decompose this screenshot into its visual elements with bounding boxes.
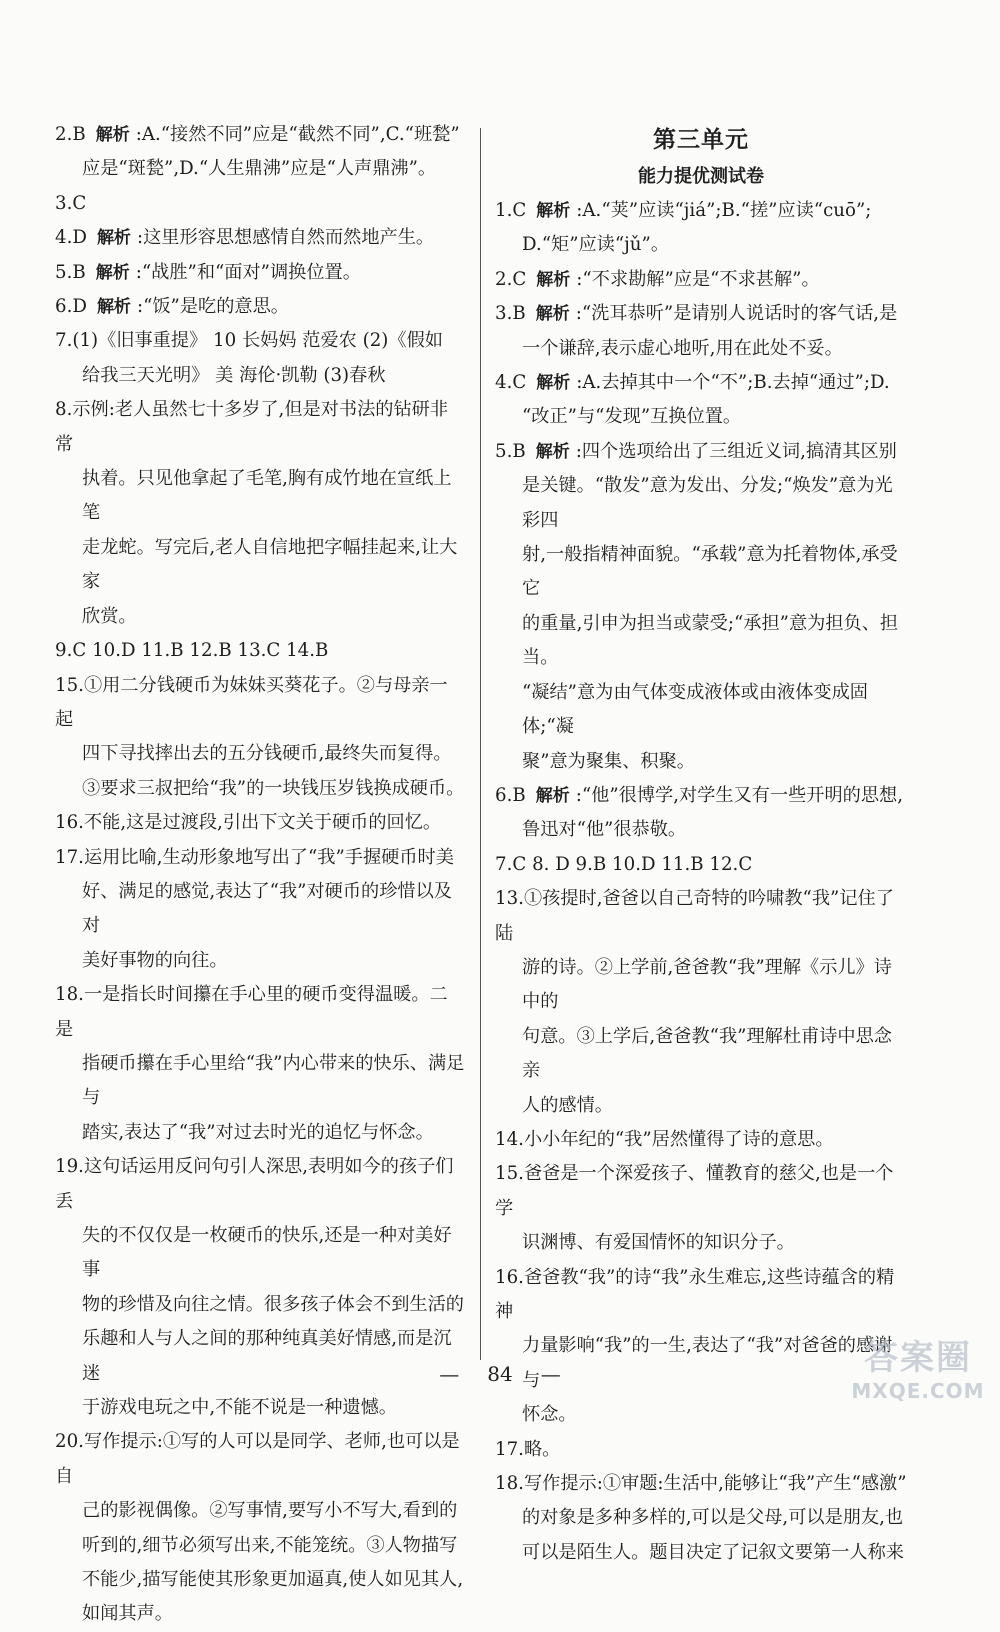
answer-item <box>55 634 465 668</box>
answer-line <box>495 882 907 951</box>
question-number: 18. <box>495 1473 524 1495</box>
answer-item <box>55 806 465 840</box>
answer-item <box>495 194 907 263</box>
answer-line <box>55 152 465 186</box>
left-column <box>55 118 465 1632</box>
answer-text: 写作提示:①写的人可以是同学、老师,也可以是自 <box>55 1431 460 1487</box>
answer-text: D.“矩”应读“jǔ”。 <box>522 234 670 256</box>
answer-text: 应是“斑甃”,D.“人生鼎沸”应是“人声鼎沸”。 <box>82 158 437 180</box>
answer-item <box>55 290 465 324</box>
answer-line <box>495 1261 907 1330</box>
answer-text: :“不求勘解”应是“不求甚解”。 <box>576 268 820 290</box>
answer-item <box>55 841 465 979</box>
answer-line <box>55 1494 465 1528</box>
answer-line <box>55 1047 465 1116</box>
test-title: 能力提优测试卷 <box>638 166 764 187</box>
question-number: 18. <box>55 984 84 1006</box>
analysis-label: 解析 <box>96 228 131 249</box>
answer-text: 失的不仅仅是一枚硬币的快乐,还是一种对美好事 <box>82 1225 452 1281</box>
answer-line <box>55 669 465 738</box>
answer-line <box>495 332 907 366</box>
answer-line <box>495 194 907 228</box>
answer-line <box>495 1398 907 1432</box>
answer-text: 略。 <box>523 1438 561 1460</box>
answer-item <box>55 256 465 290</box>
answer-text: ①用二分钱硬币为妹妹买葵花子。②与母亲一起 <box>55 674 448 730</box>
question-number: 20. <box>55 1431 84 1453</box>
answer-text: 一个谦辞,表示虚心地听,用在此处不妥。 <box>522 337 843 359</box>
answer-item <box>495 1157 907 1260</box>
question-number: 3.B <box>495 303 526 325</box>
question-number: 16. <box>55 812 84 834</box>
answer-line <box>55 393 465 462</box>
answer-item <box>55 118 465 187</box>
analysis-label: 解析 <box>95 262 130 283</box>
answer-line <box>495 263 907 297</box>
answer-line <box>495 435 907 469</box>
answer-text: 指硬币攥在手心里给“我”内心带来的快乐、满足与 <box>82 1052 465 1109</box>
answer-line <box>495 951 907 1020</box>
answer-line <box>55 841 465 875</box>
answer-text: “改正”与“发现”互换位置。 <box>522 406 742 428</box>
column-divider <box>480 128 481 1360</box>
answer-line <box>495 848 907 882</box>
answer-text: :“战胜”和“面对”调换位置。 <box>135 261 361 283</box>
question-number: 8. <box>55 399 73 421</box>
answer-line <box>55 1116 465 1150</box>
analysis-label: 解析 <box>96 297 131 318</box>
answer-line <box>55 1529 465 1563</box>
watermark-text: 答案圈 <box>864 1338 972 1378</box>
answer-line <box>55 221 465 255</box>
answer-text: 人的感情。 <box>522 1094 613 1116</box>
analysis-label: 解析 <box>536 201 571 221</box>
answer-text: 执着。只见他拿起了毛笔,胸有成竹地在宣纸上笔 <box>82 468 452 524</box>
answer-line <box>495 469 907 538</box>
answer-text: 听到的,细节必须写出来,不能笼统。③人物描写 <box>82 1534 458 1556</box>
answer-item <box>55 669 465 807</box>
answer-text: “凝结”意为由气体变成液体或由液体变成固体;“凝 <box>522 681 868 738</box>
answer-text: 句意。③上学后,爸爸教“我”理解杜甫诗中思念亲 <box>522 1025 892 1082</box>
question-number: 7. <box>55 330 73 352</box>
answer-line <box>55 1219 465 1288</box>
analysis-label: 解析 <box>536 269 571 290</box>
answer-item <box>495 297 907 366</box>
answer-text: 怀念。 <box>522 1404 577 1426</box>
answer-line <box>495 538 907 607</box>
answer-text: ①孩提时,爸爸以自己奇特的吟啸教“我”记住了陆 <box>495 888 894 944</box>
analysis-label: 解析 <box>536 373 571 394</box>
answer-item <box>55 1425 465 1631</box>
answer-item <box>55 324 465 393</box>
answer-item <box>55 978 465 1150</box>
answer-line <box>55 772 465 806</box>
answer-text: 走龙蛇。写完后,老人自信地把字幅挂起来,让大家 <box>82 536 458 593</box>
answer-text: (1)《旧事重提》 10 长妈妈 范爱农 (2)《假如 <box>72 330 443 352</box>
answer-item <box>495 1433 907 1467</box>
answer-text: 10.D 11.B 12.B 13.C 14.B <box>86 640 329 662</box>
question-number: 19. <box>55 1156 84 1178</box>
answer-line <box>55 875 465 944</box>
answer-line <box>55 531 465 600</box>
answer-text: 小小年纪的“我”居然懂得了诗的意思。 <box>523 1128 834 1150</box>
answer-text: 如闻其声。 <box>82 1603 173 1625</box>
answer-line <box>495 1501 907 1535</box>
answer-line <box>55 978 465 1047</box>
answer-text: 美好事物的向往。 <box>82 949 228 971</box>
answer-line <box>55 806 465 840</box>
answer-text: 于游戏电玩之中,不能不说是一种遗憾。 <box>82 1397 397 1419</box>
answer-item <box>495 435 907 779</box>
answer-line <box>55 944 465 978</box>
answer-text: 给我三天光明》 美 海伦·凯勒 (3)春秋 <box>82 364 386 386</box>
answer-line <box>495 1020 907 1089</box>
question-number: 2.C <box>495 268 527 290</box>
question-number: 17. <box>495 1438 524 1460</box>
answer-line <box>495 813 907 847</box>
answer-text: 鲁迅对“他”很恭敬。 <box>522 819 687 841</box>
answer-line <box>55 256 465 290</box>
question-number: 15. <box>55 674 84 696</box>
answer-line <box>495 745 907 779</box>
question-number: 14. <box>495 1128 524 1150</box>
footer-dash-left: — <box>439 1362 460 1386</box>
answer-text: 运用比喻,生动形象地写出了“我”手握硬币时美 <box>83 846 454 868</box>
answer-line <box>495 1433 907 1467</box>
answer-item <box>55 393 465 634</box>
answer-item <box>55 187 465 221</box>
answer-text: 爸爸是一个深爱孩子、懂教育的慈父,也是一个学 <box>495 1163 894 1219</box>
right-column <box>495 122 907 1570</box>
answer-item <box>495 848 907 882</box>
answer-line <box>55 1597 465 1631</box>
question-number: 5.B <box>55 261 86 283</box>
answer-item <box>495 263 907 297</box>
answer-text: 聚”意为聚集、积聚。 <box>522 750 695 772</box>
answer-text: :四个选项给出了三组近义词,搞清其区别 <box>575 440 897 462</box>
answer-line <box>55 324 465 358</box>
answer-text: :A.“接然不同”应是“截然不同”,C.“班甃” <box>135 124 460 145</box>
answer-line <box>55 462 465 531</box>
watermark-url: MXQE.COM <box>851 1379 985 1403</box>
answer-line <box>55 290 465 324</box>
answer-text: 的对象是多种多样的,可以是父母,可以是朋友,也 <box>522 1507 904 1529</box>
answer-line <box>55 1425 465 1494</box>
answer-text: 8. D 9.B 10.D 11.B 12.C <box>526 853 753 875</box>
answer-text: :“洗耳恭听”是请别人说话时的客气话,是 <box>575 303 898 325</box>
answer-item <box>495 1261 907 1433</box>
question-number: 6.D <box>55 296 87 318</box>
answer-line <box>495 1467 907 1501</box>
answer-line <box>55 1391 465 1425</box>
answer-text: 是关键。“散发”意为发出、分发;“焕发”意为光彩四 <box>522 475 893 531</box>
answer-text: 示例:老人虽然七十多岁了,但是对书法的钻研非常 <box>55 399 449 455</box>
unit-title: 第三单元 <box>653 127 749 153</box>
question-number: 15. <box>495 1163 524 1185</box>
answer-text: 己的影视偶像。②写事情,要写小不写大,看到的 <box>82 1500 458 1522</box>
answer-text: 乐趣和人与人之间的那种纯真美好情感,而是沉迷 <box>82 1328 452 1384</box>
question-number: 7.C <box>495 853 527 875</box>
answer-line <box>55 187 465 221</box>
answer-text: 这句话运用反问句引人深思,表明如今的孩子们丢 <box>55 1156 454 1212</box>
answer-text: 力量影响“我”的一生,表达了“我”对爸爸的感谢与 <box>522 1335 893 1391</box>
answer-line <box>495 1123 907 1157</box>
answer-text: 的重量,引申为担当或蒙受;“承担”意为担负、担当。 <box>522 612 899 669</box>
question-number: 5.B <box>495 440 526 462</box>
watermark-logo <box>848 1337 988 1417</box>
question-number: 4.D <box>55 227 87 249</box>
answer-line <box>495 297 907 331</box>
answer-line <box>495 1157 907 1226</box>
question-number: 3.C <box>55 192 87 214</box>
question-number: 2.B <box>55 124 86 145</box>
answer-line <box>495 607 907 676</box>
answer-text: 一是指长时间攥在手心里的硬币变得温暖。二是 <box>55 984 448 1040</box>
answer-line <box>55 600 465 634</box>
answer-text: 不能,这是过渡段,引出下文关于硬币的回忆。 <box>83 812 442 834</box>
question-number: 4.C <box>495 372 527 394</box>
answer-line <box>55 118 465 152</box>
answer-text: 欣赏。 <box>82 605 137 627</box>
answer-item <box>55 221 465 255</box>
answer-text: 踏实,表达了“我”对过去时光的追忆与怀念。 <box>82 1121 434 1143</box>
answer-line <box>55 634 465 668</box>
answer-line <box>495 1089 907 1123</box>
answer-line <box>495 1536 907 1570</box>
answer-text: 写作提示:①审题:生活中,能够让“我”产生“感激” <box>523 1473 907 1495</box>
question-number: 17. <box>55 846 84 868</box>
question-number: 6.B <box>495 784 526 806</box>
answer-line <box>495 676 907 745</box>
answer-item <box>495 1467 907 1570</box>
answer-text: 可以是陌生人。题目决定了记叙文要第一人称来 <box>522 1541 904 1563</box>
analysis-label: 解析 <box>535 785 570 806</box>
answer-line <box>495 228 907 262</box>
analysis-label: 解析 <box>535 441 570 462</box>
answer-text: :这里形容思想感情自然而然地产生。 <box>136 227 435 249</box>
answer-text: 不能少,描写能使其形象更加逼真,使人如见其人, <box>82 1569 464 1591</box>
answer-text: :“他”很博学,对学生又有一些开明的思想, <box>575 784 904 806</box>
answer-line <box>495 400 907 434</box>
answer-line <box>55 737 465 771</box>
question-number: 16. <box>495 1266 524 1288</box>
answer-text: 爸爸教“我”的诗“我”永生难忘,这些诗蕴含的精神 <box>495 1266 895 1322</box>
analysis-label: 解析 <box>535 304 570 325</box>
answer-line <box>495 779 907 813</box>
answer-text: 四下寻找摔出去的五分钱硬币,最终失而复得。 <box>82 743 452 765</box>
answer-item <box>495 779 907 848</box>
answer-item <box>495 882 907 1123</box>
answer-line <box>495 1226 907 1260</box>
question-number: 9.C <box>55 640 87 662</box>
answer-text: :A.去掉其中一个“不”;B.去掉“通过”;D. <box>576 372 890 394</box>
answer-text: ③要求三叔把给“我”的一块钱压岁钱换成硬币。 <box>82 777 465 799</box>
answer-line <box>55 1150 465 1219</box>
answer-text: :“饭”是吃的意思。 <box>136 296 289 318</box>
answer-item <box>495 1123 907 1157</box>
answer-line <box>55 1563 465 1597</box>
answer-text: :A.“荚”应读“jiá”;B.“搓”应读“cuō”; <box>576 200 872 221</box>
page-number: 84 <box>487 1362 513 1386</box>
answer-text: 物的珍惜及向往之情。很多孩子体会不到生活的 <box>82 1293 464 1315</box>
answer-text: 识渊博、有爱国情怀的知识分子。 <box>522 1232 795 1254</box>
answer-line <box>55 359 465 393</box>
answer-text: 游的诗。②上学前,爸爸教“我”理解《示儿》诗中的 <box>522 956 892 1013</box>
footer-dash-right: — <box>540 1362 561 1386</box>
answer-text: 好、满足的感觉,表达了“我”对硬币的珍惜以及对 <box>82 880 452 937</box>
answer-line <box>495 366 907 400</box>
question-number: 13. <box>495 888 524 910</box>
analysis-label: 解析 <box>95 125 130 145</box>
answer-item <box>495 366 907 435</box>
answer-line <box>55 1288 465 1322</box>
answer-text: 射,一般指精神面貌。“承载”意为托着物体,承受它 <box>522 544 898 600</box>
question-number: 1.C <box>495 200 527 221</box>
